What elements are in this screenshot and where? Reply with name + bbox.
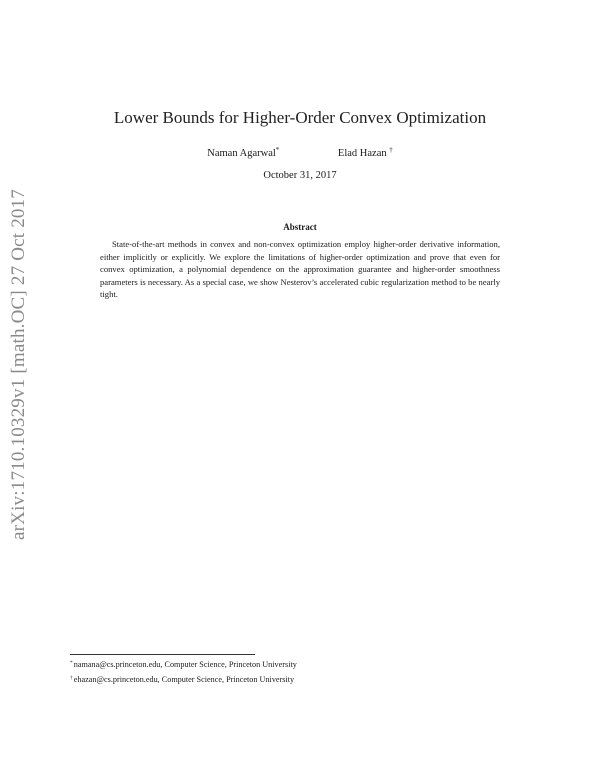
author-1-name: Naman Agarwal bbox=[207, 148, 276, 159]
footnote-2-mark: † bbox=[70, 674, 73, 681]
author-2-footnote-mark: † bbox=[389, 146, 393, 154]
author-2-name: Elad Hazan bbox=[337, 148, 387, 159]
footnote-1-text: namana@cs.princeton.edu, Computer Science, Princeton University bbox=[73, 660, 297, 669]
abstract-heading: Abstract bbox=[283, 222, 317, 232]
footnote-1-mark: * bbox=[70, 660, 73, 666]
footnotes bbox=[70, 657, 540, 686]
footnote-1 bbox=[70, 657, 540, 672]
arxiv-identifier-stamp: arXiv:1710.10329v1 [math.OC] 27 Oct 2017 bbox=[8, 188, 29, 540]
author-2 bbox=[338, 146, 393, 159]
abstract-body: State-of-the-art methods in convex and non-convex optimization employ higher-order derivative information, either implicitly or explicitly. We explore the limitations of higher-order optimization and prove that even for convex optimization, a polynomial dependence on the approximation guarantee and higher-order smoothness parameters is necessary. As a special case, we show Nesterov’s accelerated cubic regularization method to be nearly tight. bbox=[100, 239, 500, 300]
author-1 bbox=[207, 146, 279, 159]
paper-title: Lower Bounds for Higher-Order Convex Optimization bbox=[113, 108, 487, 127]
footnote-2 bbox=[70, 672, 540, 687]
footnote-divider bbox=[70, 654, 255, 655]
footnote-2-text: ehazan@cs.princeton.edu, Computer Science, Princeton University bbox=[73, 674, 295, 684]
author-1-footnote-mark: * bbox=[275, 146, 280, 154]
author-list bbox=[0, 146, 600, 159]
publication-date: October 31, 2017 bbox=[263, 170, 337, 181]
